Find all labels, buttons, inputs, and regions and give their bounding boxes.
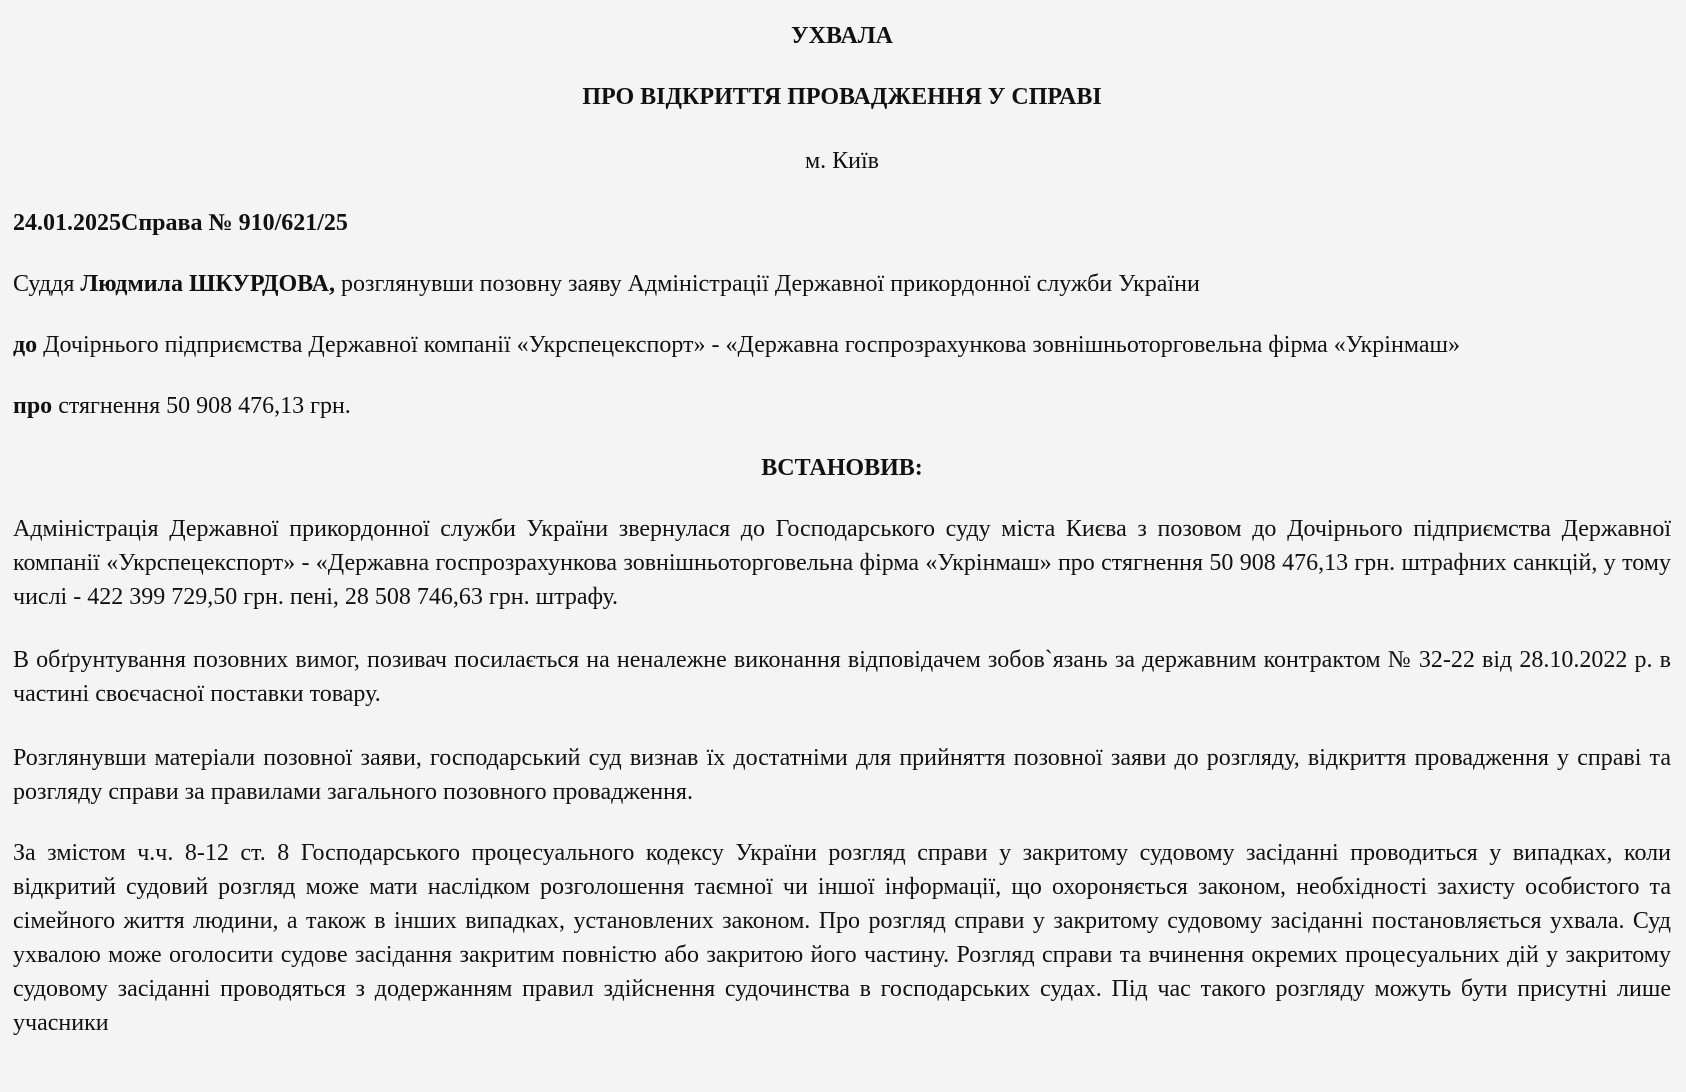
date-case-number: 24.01.2025Справа № 910/621/25 [13, 210, 348, 236]
body-paragraph: Розглянувши матеріали позовної заяви, господарський суд визнав їх достатніми для прийняття позовної заяви до розгляду, відкриття провадження у справі та розгляду справи за правилами загального позовного провадження. [13, 745, 1671, 805]
body-paragraph: Адміністрація Державної прикордонної служби України звернулася до Господарського суду міста Києва з позовом до Дочірнього підприємства Державної компанії «Укрспецекспорт» - «Державна госпрозрахункова зовнішньоторговельна фірма «Укрінмаш» про стягнення 50 908 476,13 грн. штрафних санкцій, у тому числі - 422 399 729,50 грн. пені, 28 508 746,63 грн. штрафу. [13, 516, 1671, 610]
judge-rest: розглянувши позовну заяву Адміністрації Державної прикордонної служби України [334, 271, 1200, 297]
subject-text: стягнення 50 908 476,13 грн. [52, 393, 351, 419]
document-title: УХВАЛА [791, 23, 893, 49]
body-paragraph: В обґрунтування позовних вимог, позивач посилається на неналежне виконання відповідачем зобов`язань за державним контрактом № 32-22 від 28.10.2022 р. в частині своєчасної поставки товару. [13, 647, 1671, 707]
subject-line [13, 389, 1671, 423]
body-paragraph: За змістом ч.ч. 8-12 ст. 8 Господарського процесуального кодексу України розгляд справи у закритому судовому засіданні проводиться у випадках, коли відкритий судовий розгляд може мати наслідком розголошення таємної чи іншої інформації, що охороняється законом, необхідності захисту особистого та сімейного життя людини, а також в інших випадках, установлених законом. Про розгляд справи у закритому судовому засіданні постановляється ухвала. Суд ухвалою може оголосити судове засідання закритим повністю або закритою його частину. Розгляд справи та вчинення окремих процесуальних дій у закритому судовому засіданні проводяться з додержанням правил здійснення судочинства в господарських судах. Під час такого розгляду можуть бути присутні лише учасники [13, 840, 1671, 1036]
court-ruling-document [13, 14, 1671, 1040]
judge-name: Людмила ШКУРДОВА, [80, 271, 335, 297]
subject-prefix: про [13, 393, 53, 419]
judge-line [13, 267, 1671, 301]
defendant-text: Дочірнього підприємства Державної компанії «Укрспецекспорт» - «Державна госпрозрахункова зовнішньоторговельна фірма «Укрінмаш» [37, 332, 1460, 358]
established-heading: ВСТАНОВИВ: [761, 455, 923, 481]
judge-prefix: Суддя [13, 271, 81, 297]
city-line: м. Київ [804, 148, 880, 174]
defendant-line [13, 329, 1671, 362]
defendant-prefix: до [13, 332, 38, 358]
document-subtitle: ПРО ВІДКРИТТЯ ПРОВАДЖЕННЯ У СПРАВІ [582, 84, 1102, 110]
